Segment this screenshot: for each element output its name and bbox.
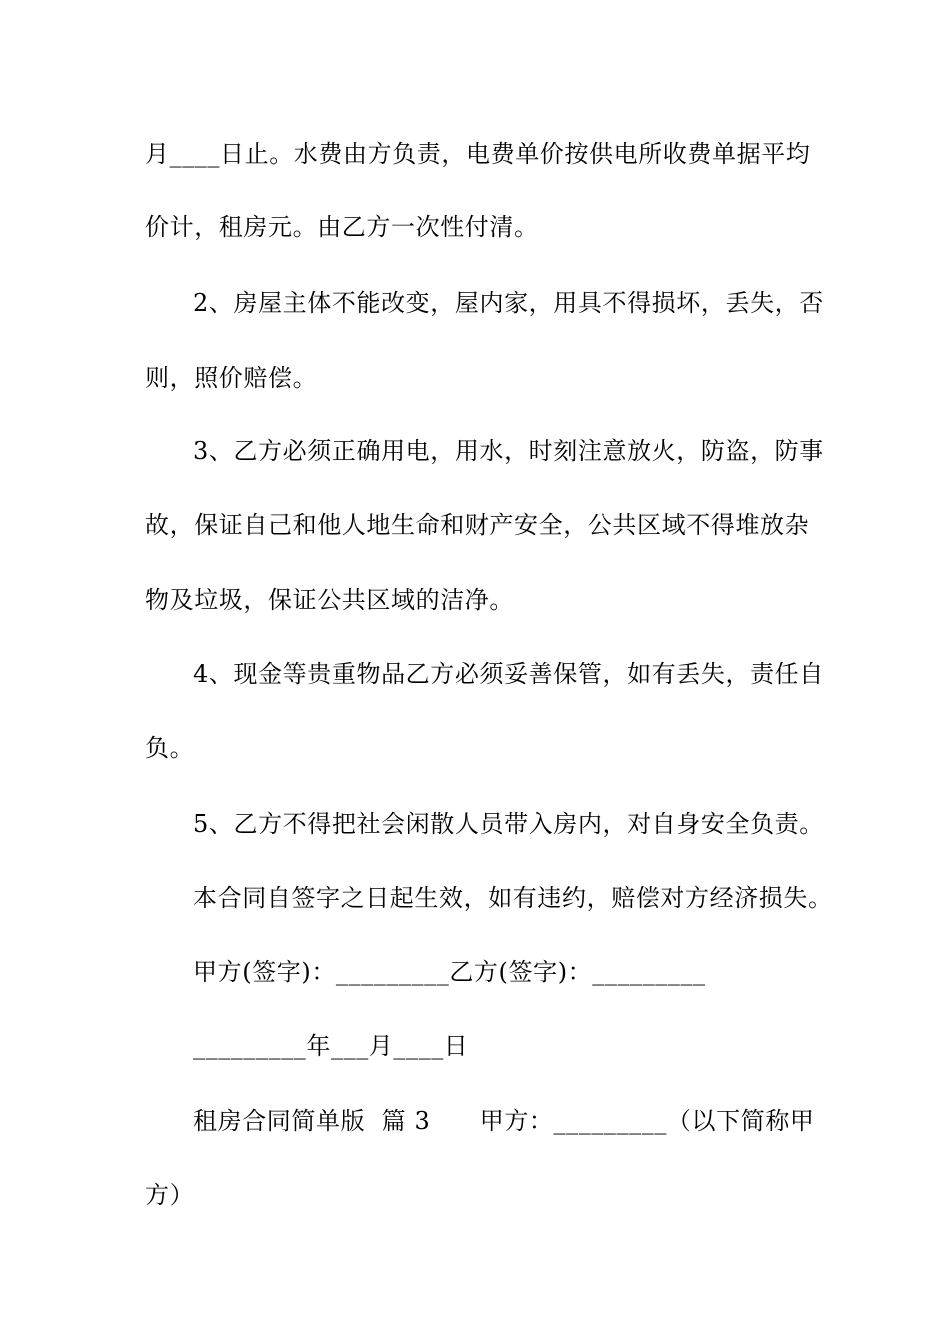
paragraph-line: 则，照价赔偿。 bbox=[145, 364, 318, 392]
paragraph-line: 方） bbox=[145, 1181, 195, 1209]
paragraph-line: 故，保证自己和他人地生命和财产安全，公共区域不得堆放杂 bbox=[145, 511, 810, 539]
paragraph-line: 月____日止。水费由方负责，电费单价按供电所收费单据平均 bbox=[145, 140, 811, 168]
paragraph-line: 负。 bbox=[145, 734, 195, 762]
paragraph-line: 物及垃圾，保证公共区域的洁净。 bbox=[145, 586, 514, 614]
date-line: _________年___月____日 bbox=[193, 1032, 469, 1060]
effective-clause-line: 本合同自签字之日起生效，如有违约，赔偿对方经济损失。 bbox=[193, 884, 833, 912]
clause-4-line: 4、现金等贵重物品乙方必须妥善保管，如有丢失，责任自 bbox=[193, 660, 824, 688]
clause-5-line: 5、乙方不得把社会闲散人员带入房内，对自身安全负责。 bbox=[193, 810, 824, 838]
section-heading-line: 租房合同简单版 篇 3 甲方：_________（以下简称甲 bbox=[193, 1107, 815, 1135]
paragraph-line: 价计，租房元。由乙方一次性付清。 bbox=[145, 213, 539, 241]
clause-3-line: 3、乙方必须正确用电，用水，时刻注意放火，防盗，防事 bbox=[193, 437, 824, 465]
clause-2-line: 2、房屋主体不能改变，屋内家，用具不得损坏，丢失，否 bbox=[193, 289, 824, 317]
signature-line: 甲方(签字)：_________乙方(签字)：_________ bbox=[193, 958, 706, 986]
